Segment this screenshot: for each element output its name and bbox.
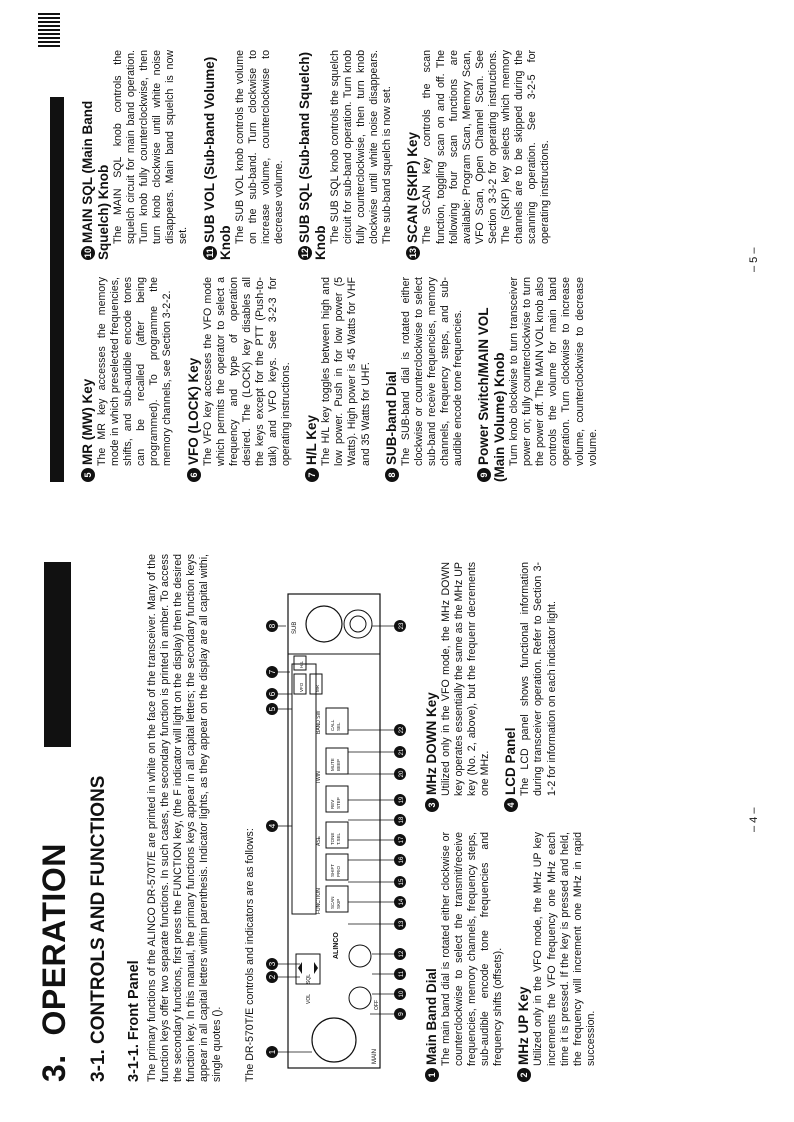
svg-text:SEL: SEL	[336, 722, 341, 731]
left-page	[0, 552, 794, 1082]
svg-text:23: 23	[399, 622, 405, 630]
page-number-right: – 5 –	[748, 247, 760, 272]
svg-text:12: 12	[399, 950, 405, 958]
callout-11	[394, 968, 406, 980]
item-7: 7H/L Key The H/L key toggles between high and low power. Push in for low power (5 Watts). High power is 45 Watts for VHF and 35 Watts for UHF.	[304, 277, 372, 482]
svg-text:16: 16	[399, 856, 405, 864]
subsection-title: 3-1. CONTROLS AND FUNCTIONS	[88, 775, 109, 1082]
svg-text:3: 3	[268, 961, 277, 967]
callout-5	[266, 703, 278, 715]
callout-6	[266, 688, 278, 700]
svg-text:OFF: OFF	[374, 1000, 380, 1010]
svg-text:PRIO: PRIO	[336, 865, 341, 877]
callout-8	[266, 620, 278, 632]
front-panel-body: The primary functions of the ALINCO DR-570T/E are printed in white on the face of the transceiver. Many of the function keys offer two separate functions. In such cases, the secondary function is printed in amber. To access the secondary functions, first press the FUNCTION key, (the F indicator will light on the display) then the desired function key. In this manual, the primary functions keys appear in all capital letters; the secondary function keys appear in all capital letters within parenthesis. Indicator lights, as they appear on the display are all capital withi, single quotes ().	[146, 554, 224, 1082]
callout-19	[394, 794, 406, 806]
callout-14	[394, 896, 406, 908]
item-4: 4LCD Panel The LCD panel shows functional information during transceiver operation. Refer to Section 3-1-2 for information on each indicator light.	[503, 562, 558, 812]
callout-4	[266, 820, 278, 832]
svg-text:VFO: VFO	[299, 682, 304, 692]
callout-2	[266, 971, 278, 983]
svg-text:10: 10	[399, 990, 405, 998]
svg-text:17: 17	[399, 836, 405, 844]
item-3: 3MHz DOWN Key Utilized only in the VFO mode, the MHz DOWN key operates essentially the same as the MHz UP key (No. 2, above), but the frequenr decrements one MHz.	[424, 562, 492, 812]
svg-text:VOL: VOL	[306, 993, 312, 1004]
right-items-col	[80, 50, 563, 260]
svg-text:2: 2	[268, 974, 277, 980]
svg-text:18: 18	[399, 816, 405, 824]
svg-text:MUTE: MUTE	[330, 758, 335, 771]
callout-20	[394, 768, 406, 780]
callout-18	[394, 814, 406, 826]
callout-17	[394, 834, 406, 846]
svg-text:8: 8	[268, 623, 277, 629]
svg-text:4: 4	[268, 823, 277, 829]
item-10: 10MAIN SQL (Main Band Squelch) Knob The MAIN SQL knob controls the squelch circuit for main band operation. Turn knob fully counterclockwise, then turn knob clockwise until white noise disappears. Main band squelch is now set.	[80, 50, 190, 260]
svg-text:TONE: TONE	[330, 832, 335, 845]
svg-text:SHIFT: SHIFT	[330, 864, 335, 877]
callout-1	[266, 1046, 278, 1058]
item-13: 13SCAN (SKIP) Key The SCAN key controls the scan function, toggling scan on and off. The following four scan functions are available: Program Scan, Memory Scan, VFO Scan, Open Channel Scan. See Section 3-3-2 for operating instructions. The (SKIP) key selects which memory channels are to be skipped during the scanning operation. See 3-2-5 for operating instructions.	[405, 50, 552, 259]
callout-21	[394, 746, 406, 758]
svg-text:REV: REV	[330, 799, 335, 809]
item-6: 6VFO (LOCK) Key The VFO key accesses the VFO mode which permits the operator to select a frequency and type of operation desired. The (LOCK) key disables all the keys except for the PTT (Push-to-talk) and VFO keys. See 3-2-3 for operating instructions.	[186, 277, 294, 482]
item-9: 9Power Switch/MAIN VOL (Main Volume) Knob Turn knob clockwise to turn transceiver power on; fully counterclockwise to turn the power off. The MAIN VOL knob also controls the volume for main band operation. Turn clockwise to increase volume, counterclockwise to decrease volume.	[476, 277, 599, 482]
svg-text:ASE: ASE	[316, 835, 322, 846]
svg-text:7: 7	[268, 669, 277, 675]
svg-text:20: 20	[399, 770, 405, 778]
front-panel-diagram	[262, 584, 412, 1074]
left-items-col-a	[424, 832, 609, 1082]
front-panel-heading: 3-1-1. Front Panel	[126, 960, 142, 1082]
controls-intro: The DR-570T/E controls and indicators are as follows:	[244, 828, 256, 1082]
callout-22	[394, 724, 406, 736]
svg-text:BEEP: BEEP	[336, 758, 341, 771]
section-title: 3. OPERATION	[36, 843, 72, 1082]
svg-text:ALINCO: ALINCO	[333, 932, 340, 959]
svg-text:CALL: CALL	[330, 719, 335, 731]
item-1: 1Main Band Dial The main band dial is rotated either clockwise or counterclockwise to select the transmit/receive frequencies, memory channels, frequency steps, sub-audible encode tone frequencies and frequency shifts (offsets).	[424, 832, 505, 1082]
callout-9	[394, 1008, 406, 1020]
svg-text:MR: MR	[315, 685, 320, 692]
right-page	[0, 42, 794, 482]
callout-16	[394, 854, 406, 866]
callout-23	[394, 620, 406, 632]
svg-text:19: 19	[399, 796, 405, 804]
callout-13	[394, 918, 406, 930]
svg-text:9: 9	[398, 1012, 405, 1016]
svg-text:14: 14	[399, 898, 405, 906]
item-8: 8SUB-band Dial The SUB-band dial is rotated either clockwise or counterclockwise to select sub-band receive frequencies, memory channels, frequency steps, and sub-audible encode tone frequencies.	[384, 277, 465, 482]
svg-text:15: 15	[399, 878, 405, 886]
svg-text:SKIP: SKIP	[336, 898, 341, 909]
callout-7	[266, 666, 278, 678]
svg-text:22: 22	[399, 726, 405, 734]
mid-items-col	[80, 277, 611, 482]
svg-text:6: 6	[268, 691, 277, 697]
svg-text:21: 21	[399, 748, 405, 756]
svg-text:SUB: SUB	[292, 621, 298, 634]
item-12: 12SUB SQL (Sub-band Squelch) Knob The SUB SQL knob controls the squelch circuit for sub-band operation. Turn knob fully counterclockwise, then turn knob clockwise until white noise disappears. The sub-band squelch is now set.	[296, 50, 394, 260]
item-5: 5MR (MW) Key The MR key accesses the memory mode in which preselected frequencies, shifts, and sub-audible encode tones can be recalled (after being programmed). To programme the memory channels, see Section 3-2-2.	[80, 277, 175, 482]
svg-text:TWIN: TWIN	[316, 771, 322, 784]
svg-text:FUNCTION: FUNCTION	[316, 888, 322, 914]
item-11: 11SUB VOL (Sub-band Volume) Knob The SUB VOL knob controls the volume on the sub-band. Turn clockwise to increase volume, counterclockwise to decrease volume.	[201, 50, 285, 260]
callout-3	[266, 958, 278, 970]
callout-12	[394, 948, 406, 960]
left-items-col-b	[424, 562, 570, 812]
svg-text:1: 1	[268, 1049, 277, 1055]
page-number-left: – 4 –	[748, 807, 760, 832]
svg-text:T.SEL: T.SEL	[336, 832, 341, 845]
svg-text:5: 5	[268, 706, 277, 712]
svg-text:H/L: H/L	[299, 660, 304, 668]
callout-15	[394, 876, 406, 888]
svg-text:STEP: STEP	[336, 797, 341, 809]
svg-text:BAND SW: BAND SW	[316, 710, 322, 734]
callout-10	[394, 988, 406, 1000]
svg-text:13: 13	[399, 920, 405, 928]
svg-text:MAIN: MAIN	[372, 1049, 378, 1064]
item-2: 2MHz UP Key Utilized only in the VFO mode, the MHz UP key increments the VFO frequency one MHz each time it is pressed. If the key is pressed and held, the frequency will increment one MHz in rapid succession.	[516, 832, 597, 1082]
svg-text:SCAN: SCAN	[330, 896, 335, 909]
svg-text:11: 11	[399, 970, 405, 978]
svg-text:SQL: SQL	[306, 973, 312, 984]
